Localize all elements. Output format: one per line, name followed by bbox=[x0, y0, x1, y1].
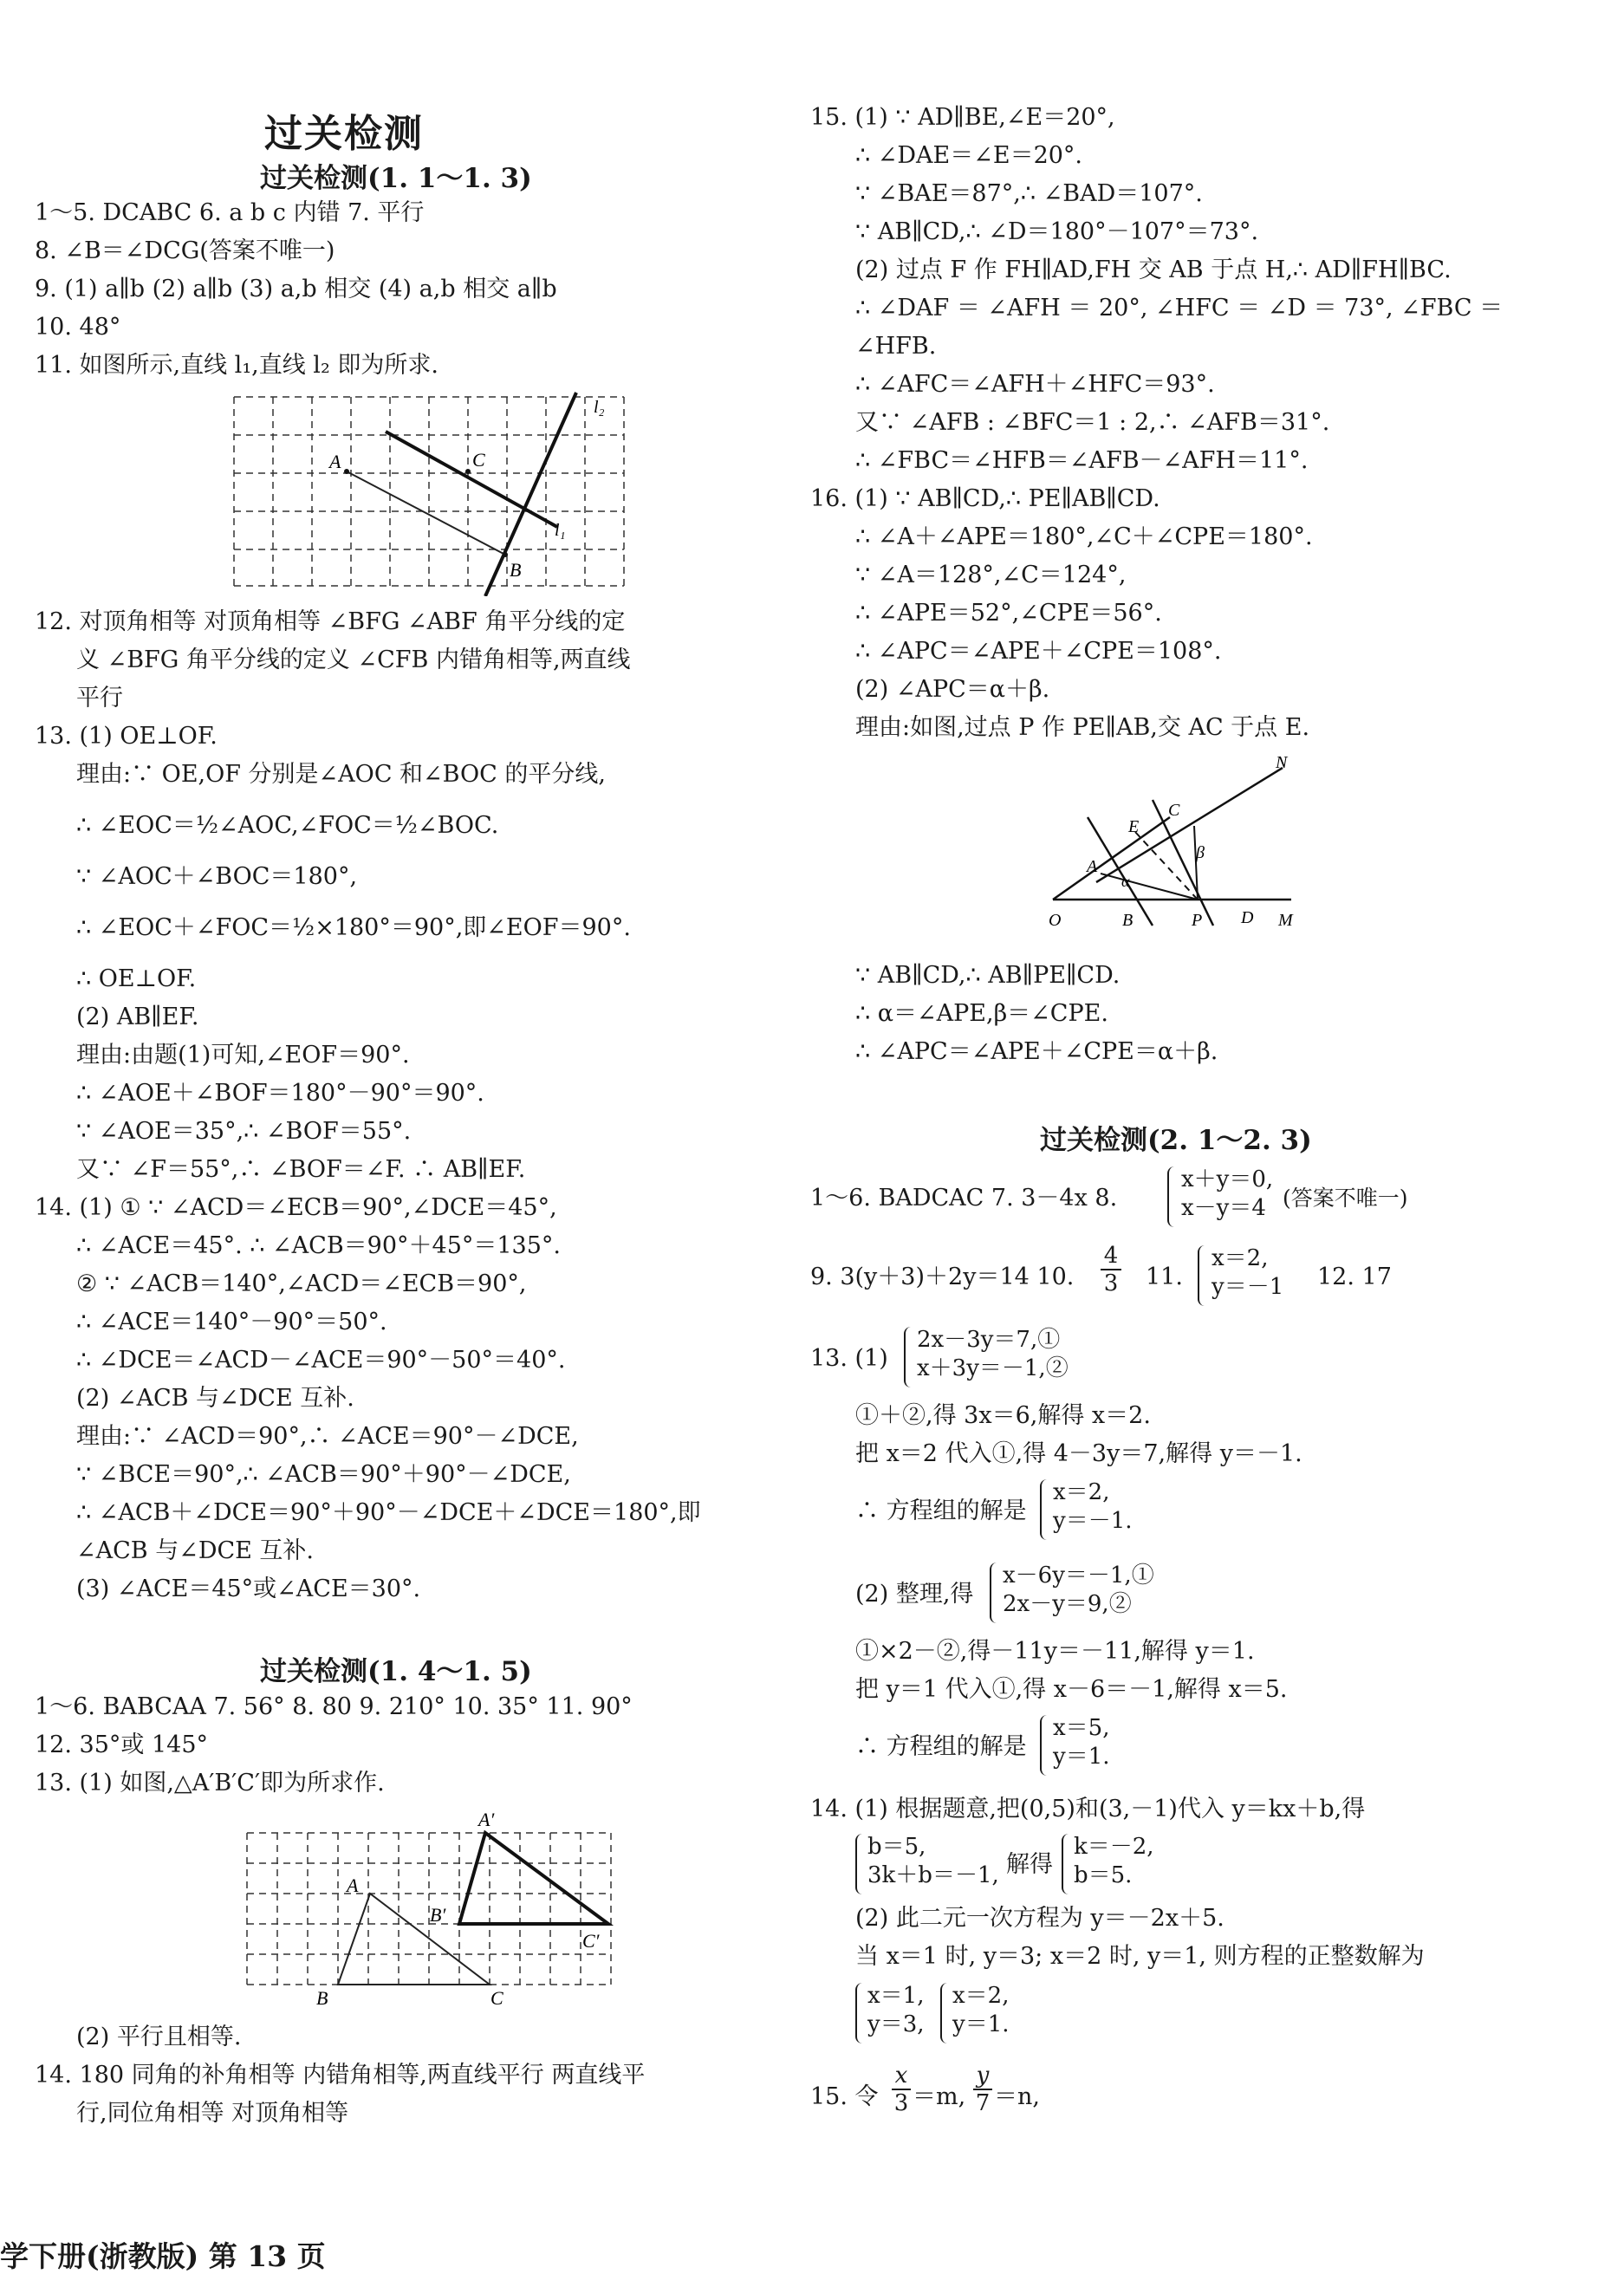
label-m: M bbox=[1278, 911, 1293, 930]
label-b: B bbox=[510, 559, 522, 581]
answer-line: 理由:∵ OE,OF 分别是∠AOC 和∠BOC 的平分线, bbox=[76, 761, 606, 788]
equation-brace bbox=[1062, 1834, 1074, 1894]
label-a: A bbox=[347, 1874, 359, 1896]
answer-line: ∴ ∠AOE＋∠BOF＝180°－90°＝90°. bbox=[76, 1080, 484, 1107]
equation-brace bbox=[904, 1327, 916, 1387]
label-a: A bbox=[1087, 857, 1098, 876]
equation: x＝1, bbox=[867, 1983, 925, 2009]
answer-line: ∴ ∠APC＝∠APE＋∠CPE＝α＋β. bbox=[855, 1038, 1218, 1065]
answer-line: ∴ 方程组的解是 bbox=[855, 1733, 1027, 1760]
equation: x＝2, bbox=[952, 1983, 1010, 2009]
answer-line: 14. (1) ① ∵ ∠ACD＝∠ECB＝90°,∠DCE＝45°, bbox=[35, 1194, 557, 1221]
label-a: A bbox=[329, 451, 341, 472]
equation: y＝－1. bbox=[1053, 1508, 1133, 1534]
label-e: E bbox=[1128, 817, 1140, 836]
answer-line: 又∵ ∠AFB : ∠BFC＝1 : 2,∴ ∠AFB＝31°. bbox=[855, 409, 1330, 436]
answer-line: ∴ 方程组的解是 bbox=[855, 1498, 1027, 1524]
equation-system bbox=[1053, 1478, 1133, 1536]
equation: x＝2, bbox=[1053, 1479, 1110, 1505]
answer-line: 1～5. DCABC 6. a b c 内错 7. 平行 bbox=[35, 199, 425, 226]
answer-line: ∴ ∠ACB＋∠DCE＝90°＋90°－∠DCE＋∠DCE＝180°,即 bbox=[76, 1499, 701, 1526]
answer-line: 理由:如图,过点 P 作 PE∥AB,交 AC 于点 E. bbox=[855, 714, 1310, 741]
answer-line: ＝n, bbox=[994, 2083, 1040, 2110]
denominator: 3 bbox=[1103, 1270, 1119, 1296]
denominator: 3 bbox=[893, 2090, 909, 2116]
label-b: B bbox=[316, 1987, 328, 2009]
geometry-figure bbox=[1049, 752, 1300, 947]
label-c: C bbox=[490, 1987, 503, 2009]
equation-brace bbox=[990, 1563, 1002, 1623]
label-a-prime: A′ bbox=[478, 1809, 495, 1830]
page-footer: 学下册(浙教版) 第 13 页 bbox=[0, 2239, 326, 2273]
answer-line: 8. ∠B＝∠DCG(答案不唯一) bbox=[35, 237, 335, 264]
section-title-2: 过关检测(1. 4～1. 5) bbox=[260, 1656, 532, 1687]
label-o: O bbox=[1049, 911, 1062, 930]
equation: x＝5, bbox=[1053, 1715, 1110, 1741]
equation-system bbox=[1074, 1833, 1154, 1890]
label-b: B bbox=[1122, 911, 1134, 930]
triangle-a-prime bbox=[459, 1833, 608, 1924]
label-c: C bbox=[472, 449, 485, 471]
answer-line: (2) 过点 F 作 FH∥AD,FH 交 AB 于点 H,∴ AD∥FH∥BC. bbox=[855, 257, 1452, 283]
equation: 2x－3y＝7,① bbox=[917, 1327, 1061, 1353]
answer-line: (2) ∠ACB 与∠DCE 互补. bbox=[76, 1385, 354, 1412]
equation: 3k＋b＝－1, bbox=[867, 1862, 999, 1888]
equation: b＝5, bbox=[867, 1834, 926, 1860]
answer-line: ∵ AB∥CD,∴ AB∥PE∥CD. bbox=[855, 962, 1121, 989]
answer-line: 1～6. BADCAC 7. 3－4x 8. bbox=[810, 1185, 1118, 1212]
answer-line: 理由:∵ ∠ACD＝90°,∴ ∠ACE＝90°－∠DCE, bbox=[76, 1423, 579, 1450]
answer-line: 11. bbox=[1146, 1264, 1183, 1290]
equation-brace bbox=[855, 1834, 867, 1894]
equation: y＝3, bbox=[867, 2011, 925, 2037]
fraction bbox=[1101, 1243, 1121, 1296]
answer-line: ∵ ∠BAE＝87°,∴ ∠BAD＝107°. bbox=[855, 180, 1203, 207]
answer-line: ∴ ∠DAE＝∠E＝20°. bbox=[855, 142, 1083, 169]
answer-line: 13. (1) 如图,△A′B′C′即为所求作. bbox=[35, 1770, 385, 1796]
equation-brace bbox=[1198, 1245, 1210, 1306]
equation: y＝－1 bbox=[1212, 1274, 1284, 1300]
answer-line: 把 x＝2 代入①,得 4－3y＝7,解得 y＝－1. bbox=[855, 1440, 1302, 1467]
triangle-abc bbox=[338, 1894, 490, 1985]
denominator: 7 bbox=[975, 2090, 991, 2116]
equation: x＝2, bbox=[1212, 1245, 1269, 1271]
label-b-prime: B′ bbox=[430, 1904, 446, 1926]
equation: 2x－y＝9,② bbox=[1003, 1591, 1132, 1617]
answer-line: 10. 48° bbox=[35, 314, 121, 341]
answer-line: 14. 180 同角的补角相等 内错角相等,两直线平行 两直线平 bbox=[35, 2062, 646, 2089]
section-title-1: 过关检测(1. 1～1. 3) bbox=[260, 163, 532, 194]
answer-line: 1～6. BABCAA 7. 56° 8. 80 9. 210° 10. 35° 11. 90° bbox=[35, 1693, 633, 1720]
page-title: 过关检测 bbox=[264, 112, 424, 156]
answer-line: ∵ ∠AOC＋∠BOC＝180°, bbox=[76, 863, 358, 890]
equation-brace bbox=[940, 1983, 952, 2043]
answer-line: ∵ ∠A＝128°,∠C＝124°, bbox=[855, 562, 1127, 588]
label-p: P bbox=[1192, 911, 1203, 930]
answer-line: ①×2－②,得－11y＝－11,解得 y＝1. bbox=[855, 1638, 1255, 1665]
answer-line: ∵ ∠BCE＝90°,∴ ∠ACB＝90°＋90°－∠DCE, bbox=[76, 1461, 571, 1488]
numerator: y bbox=[973, 2063, 992, 2090]
label-n: N bbox=[1276, 753, 1288, 772]
grid-figure-2 bbox=[243, 1807, 615, 2015]
numerator: x bbox=[892, 2063, 911, 2090]
label-l2: l₂ bbox=[594, 398, 605, 417]
grid-figure-1 bbox=[230, 388, 628, 596]
equation: x＋y＝0, bbox=[1181, 1166, 1274, 1192]
answer-line: (2) 平行且相等. bbox=[76, 2024, 242, 2050]
equation-brace bbox=[1040, 1479, 1052, 1540]
answer-line: ∠HFB. bbox=[855, 333, 937, 360]
answer-line: 13. (1) OE⊥OF. bbox=[35, 723, 218, 750]
answer-line: 14. (1) 根据题意,把(0,5)和(3,－1)代入 y＝kx＋b,得 bbox=[810, 1796, 1366, 1822]
equation-system bbox=[1212, 1244, 1283, 1302]
equation: x－y＝4 bbox=[1181, 1195, 1266, 1221]
label-beta: β bbox=[1196, 843, 1205, 862]
label-c-prime: C′ bbox=[582, 1930, 600, 1952]
answer-line: ∴ ∠APC＝∠APE＋∠CPE＝108°. bbox=[855, 638, 1222, 665]
answer-line: (2) AB∥EF. bbox=[76, 1004, 199, 1030]
section-title-3: 过关检测(2. 1～2. 3) bbox=[1040, 1125, 1312, 1156]
answer-line: (2) 整理,得 bbox=[855, 1581, 974, 1608]
note: (答案不唯一) bbox=[1283, 1186, 1408, 1211]
equation-brace bbox=[855, 1983, 867, 2043]
label-l1: l₁ bbox=[555, 521, 566, 540]
equation: b＝5. bbox=[1074, 1862, 1133, 1888]
numerator: 4 bbox=[1101, 1243, 1121, 1270]
answer-line: ∴ ∠ACE＝45°. ∴ ∠ACB＝90°＋45°＝135°. bbox=[76, 1232, 561, 1259]
answer-line: (2) ∠APC＝α＋β. bbox=[855, 676, 1050, 703]
equation-system bbox=[867, 1833, 999, 1890]
label-d: D bbox=[1241, 908, 1254, 927]
answer-line: ＝m, bbox=[913, 2083, 966, 2110]
answer-line: 解得 bbox=[1006, 1851, 1053, 1878]
answer-line: 理由:由题(1)可知,∠EOF＝90°. bbox=[76, 1042, 410, 1069]
answer-line: 13. (1) bbox=[810, 1345, 888, 1372]
answer-line: 12. 对顶角相等 对顶角相等 ∠BFG ∠ABF 角平分线的定 bbox=[35, 608, 626, 635]
answer-line: 又∵ ∠F＝55°,∴ ∠BOF＝∠F. ∴ AB∥EF. bbox=[76, 1156, 526, 1183]
answer-line: 9. (1) a∥b (2) a∥b (3) a,b 相交 (4) a,b 相交 a∥b bbox=[35, 276, 557, 302]
answer-line: 9. 3(y＋3)＋2y＝14 10. bbox=[810, 1264, 1075, 1290]
answer-line: ∴ α＝∠APE,β＝∠CPE. bbox=[855, 1000, 1108, 1027]
fraction bbox=[973, 2063, 992, 2116]
equation: x＋3y＝－1,② bbox=[917, 1355, 1069, 1381]
answer-line: 12. 17 bbox=[1317, 1264, 1392, 1290]
answer-line: ∴ ∠DAF ＝ ∠AFH ＝ 20°, ∠HFC ＝ ∠D ＝ 73°, ∠FBC ＝ bbox=[855, 295, 1504, 322]
answer-line: ∴ OE⊥OF. bbox=[76, 965, 197, 992]
answer-line: ∠ACB 与∠DCE 互补. bbox=[76, 1537, 315, 1564]
equation-system bbox=[1181, 1166, 1273, 1223]
answer-line: ∴ ∠ACE＝140°－90°＝50°. bbox=[76, 1309, 387, 1335]
answer-line: 11. 如图所示,直线 l₁,直线 l₂ 即为所求. bbox=[35, 352, 438, 379]
answer-line: ∴ ∠EOC＝½∠AOC,∠FOC＝½∠BOC. bbox=[76, 812, 499, 839]
answer-line: 15. (1) ∵ AD∥BE,∠E＝20°, bbox=[810, 104, 1115, 131]
answer-line: (3) ∠ACE＝45°或∠ACE＝30°. bbox=[76, 1576, 421, 1602]
answer-line: ∵ AB∥CD,∴ ∠D＝180°－107°＝73°. bbox=[855, 218, 1259, 245]
equation: y＝1. bbox=[1053, 1744, 1110, 1770]
label-c: C bbox=[1168, 801, 1180, 820]
answer-line: ∵ ∠AOE＝35°,∴ ∠BOF＝55°. bbox=[76, 1118, 412, 1145]
answer-line: 行,同位角相等 对顶角相等 bbox=[76, 2100, 349, 2127]
answer-line: 16. (1) ∵ AB∥CD,∴ PE∥AB∥CD. bbox=[810, 485, 1160, 512]
equation-system bbox=[952, 1982, 1010, 2039]
equation-brace bbox=[1040, 1715, 1052, 1776]
equation-system bbox=[1003, 1562, 1154, 1619]
answer-line: 平行 bbox=[76, 685, 123, 711]
equation-system bbox=[917, 1326, 1069, 1383]
answer-line: ①＋②,得 3x＝6,解得 x＝2. bbox=[855, 1402, 1151, 1429]
answer-line: ∴ ∠APE＝52°,∠CPE＝56°. bbox=[855, 600, 1162, 627]
answer-line: (2) 此二元一次方程为 y＝－2x＋5. bbox=[855, 1905, 1224, 1932]
answer-line: ∴ ∠AFC＝∠AFH＋∠HFC＝93°. bbox=[855, 371, 1215, 398]
equation: y＝1. bbox=[952, 2011, 1010, 2037]
answer-line: 把 y＝1 代入①,得 x－6＝－1,解得 x＝5. bbox=[855, 1676, 1288, 1703]
answer-line: ∴ ∠EOC＋∠FOC＝½×180°＝90°,即∠EOF＝90°. bbox=[76, 914, 631, 941]
answer-line: ② ∵ ∠ACB＝140°,∠ACD＝∠ECB＝90°, bbox=[76, 1270, 527, 1297]
answer-line: 义 ∠BFG 角平分线的定义 ∠CFB 内错角相等,两直线 bbox=[76, 646, 631, 673]
answer-line: 12. 35°或 145° bbox=[35, 1731, 208, 1758]
answer-line: 当 x＝1 时, y＝3; x＝2 时, y＝1, 则方程的正整数解为 bbox=[855, 1943, 1425, 1970]
fraction bbox=[892, 2063, 911, 2116]
equation: x－6y＝－1,① bbox=[1003, 1563, 1154, 1589]
answer-line: ∴ ∠DCE＝∠ACD－∠ACE＝90°－50°＝40°. bbox=[76, 1347, 566, 1374]
answer-line: ∴ ∠A＋∠APE＝180°,∠C＋∠CPE＝180°. bbox=[855, 523, 1313, 550]
equation-system bbox=[867, 1982, 925, 2039]
equation-system bbox=[1053, 1714, 1110, 1771]
answer-line: 15. 令 bbox=[810, 2083, 879, 2110]
equation: k＝－2, bbox=[1074, 1834, 1154, 1860]
label-alpha: α bbox=[1121, 873, 1130, 890]
answer-line: ∴ ∠FBC＝∠HFB＝∠AFB－∠AFH＝11°. bbox=[855, 447, 1309, 474]
equation-brace bbox=[1167, 1166, 1179, 1227]
line-l1 bbox=[386, 432, 557, 527]
